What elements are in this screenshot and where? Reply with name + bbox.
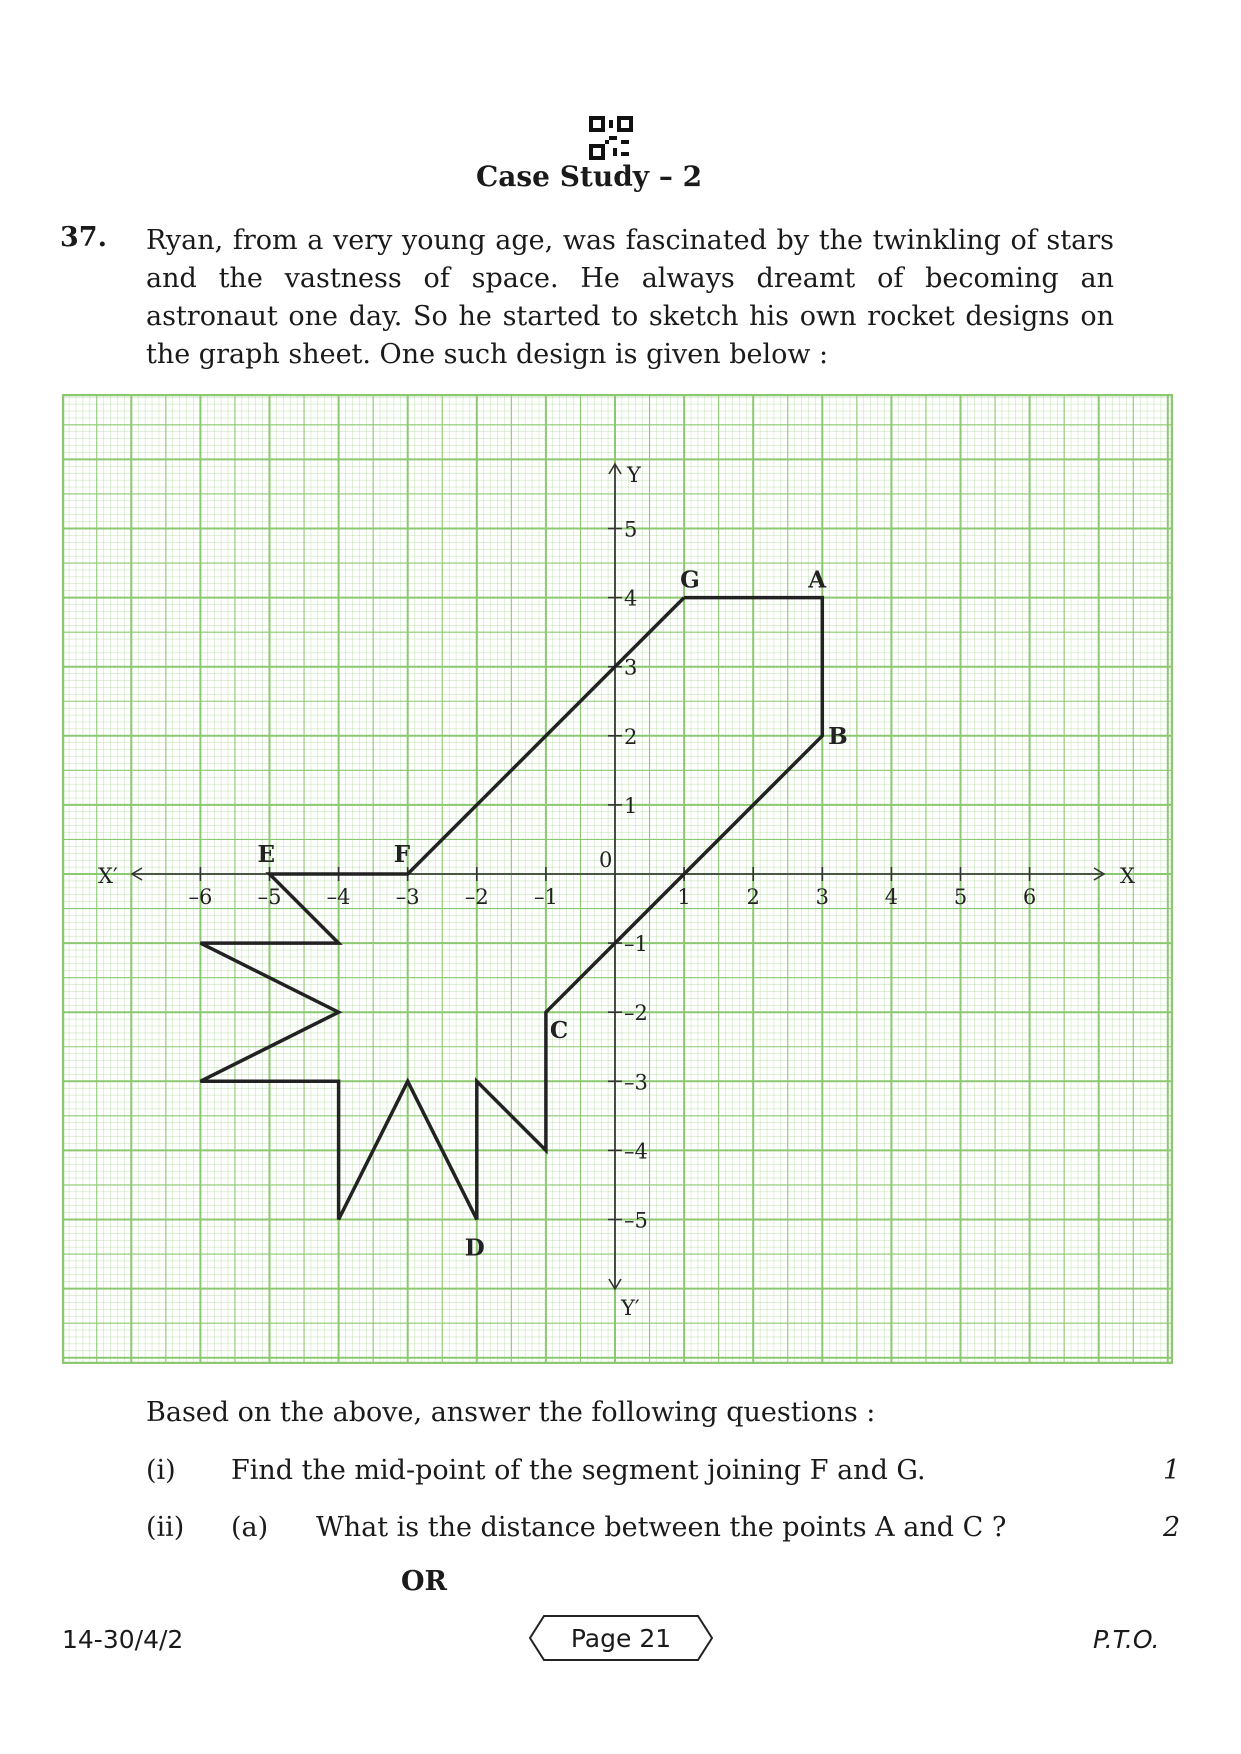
y-tick-label: –1 [624, 932, 648, 957]
y-tick-label: –2 [624, 1001, 648, 1026]
question-i-marks: 1 [1163, 1455, 1181, 1486]
y-tick-label: 1 [624, 793, 638, 818]
x-tick-label: –4 [326, 885, 351, 909]
paper-code: 14-30/4/2 [62, 1625, 184, 1654]
y-tick-label: 2 [624, 724, 638, 749]
point-label-f: F [393, 841, 411, 868]
point-label-a: A [808, 566, 827, 594]
y-tick-label: 4 [624, 586, 638, 611]
x-tick-label: –6 [188, 885, 213, 909]
question-number: 37. [60, 222, 107, 253]
point-label-b: B [828, 722, 848, 750]
page-number: Page 21 [570, 1624, 672, 1653]
question-intro: Ryan, from a very young age, was fascinated by the twinkling of stars and the vastness of space. He always dreamt of becoming an astronaut one day. So he started to sketch his own rocket designs on the graph sheet. One such design is given below : [146, 225, 1114, 370]
x-tick-label: –1 [533, 885, 558, 909]
or-label: OR [401, 1566, 447, 1597]
y-tick-label: –5 [624, 1208, 648, 1233]
y-tick-label: –3 [624, 1070, 648, 1095]
qr-code-icon [589, 116, 633, 160]
point-label-d: D [464, 1234, 485, 1262]
x-tick-label: 4 [884, 885, 899, 909]
y-axis-label: Y [627, 463, 641, 487]
graph-sheet [62, 394, 1173, 1364]
x-tick-label: 5 [953, 885, 968, 909]
x-tick-label: –2 [464, 885, 489, 909]
point-label-g: G [680, 566, 700, 594]
x-axis-label: X [1120, 864, 1135, 888]
y-tick-label: 3 [624, 655, 638, 680]
question-ii-number: (ii) [146, 1512, 185, 1543]
section-heading: Case Study – 2 [475, 160, 703, 193]
point-label-c: C [549, 1017, 569, 1045]
y-neg-axis-label: Y′ [621, 1296, 640, 1320]
point-label-e: E [257, 841, 276, 868]
question-ii-subpart: (a) [231, 1512, 269, 1543]
x-tick-label: 2 [746, 885, 760, 909]
origin-label: 0 [599, 848, 613, 872]
x-tick-label: –3 [395, 885, 420, 909]
x-tick-label: 3 [815, 885, 829, 909]
question-ii-marks: 2 [1163, 1512, 1181, 1543]
y-tick-label: –4 [624, 1139, 648, 1164]
x-tick-label: 6 [1022, 885, 1037, 909]
instructions-text: Based on the above, answer the following questions : [146, 1397, 876, 1428]
question-ii-text: What is the distance between the points A and C ? [316, 1512, 1007, 1543]
x-neg-axis-label: X′ [98, 864, 118, 888]
x-tick-label: –5 [257, 885, 282, 909]
x-tick-label: 1 [677, 885, 691, 909]
question-i-number: (i) [146, 1455, 176, 1486]
question-i-text: Find the mid-point of the segment joining F and G. [231, 1455, 926, 1486]
pto-label: P.T.O. [1093, 1625, 1160, 1654]
y-tick-label: 5 [624, 517, 638, 542]
